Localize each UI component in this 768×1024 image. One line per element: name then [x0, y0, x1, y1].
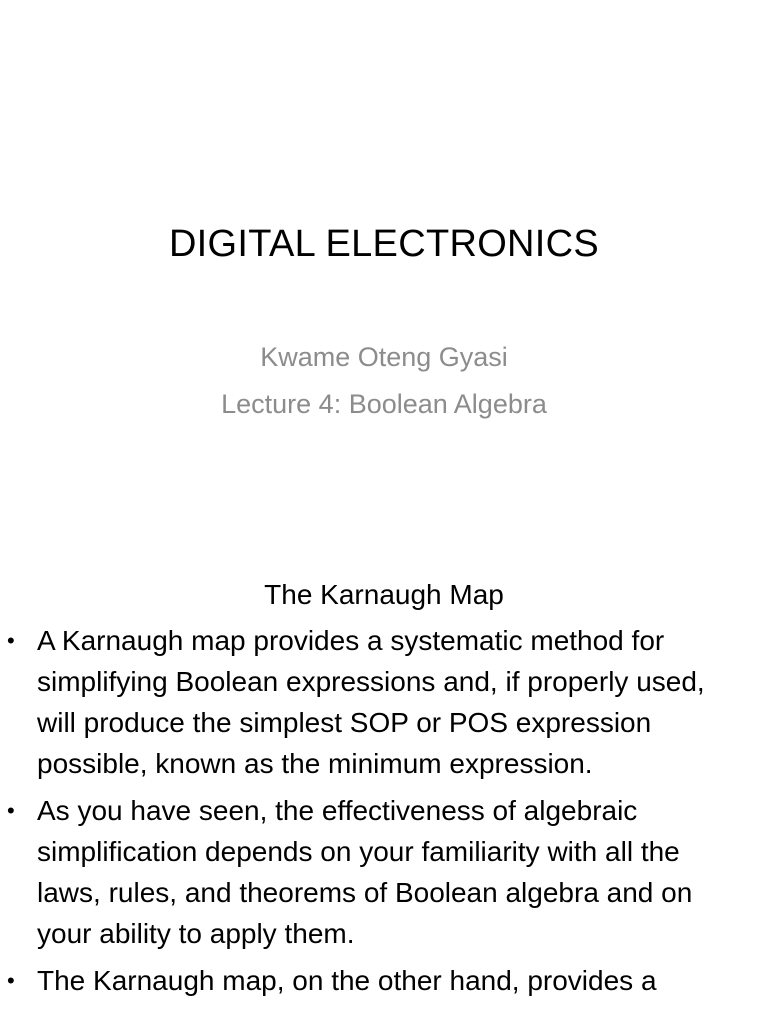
- bullet-list: [0, 620, 768, 1007]
- bullet-dot-icon: •: [7, 968, 15, 993]
- list-item: [0, 620, 768, 784]
- slide-title: DIGITAL ELECTRONICS: [168, 223, 600, 265]
- lecture-title: Lecture 4: Boolean Algebra: [221, 389, 547, 419]
- bullet-text: As you have seen, the effectiveness of algebraic simplification depends on your familiarity with all the laws, rules, and theorems of Boolean algebra and on your ability to apply them.: [37, 795, 693, 949]
- bullet-dot-icon: •: [7, 798, 15, 823]
- section-heading: The Karnaugh Map: [264, 579, 504, 610]
- bullet-text: A Karnaugh map provides a systematic method for simplifying Boolean expressions and, if properly used, will produce the simplest SOP or POS expression possible, known as the minimum expression.: [37, 625, 705, 779]
- list-item: [0, 960, 768, 1001]
- slide-subtitle: [0, 334, 768, 428]
- author-name: Kwame Oteng Gyasi: [260, 342, 508, 372]
- bullet-dot-icon: •: [7, 628, 15, 653]
- list-item: [0, 790, 768, 954]
- bullet-text: The Karnaugh map, on the other hand, provides a: [37, 965, 657, 996]
